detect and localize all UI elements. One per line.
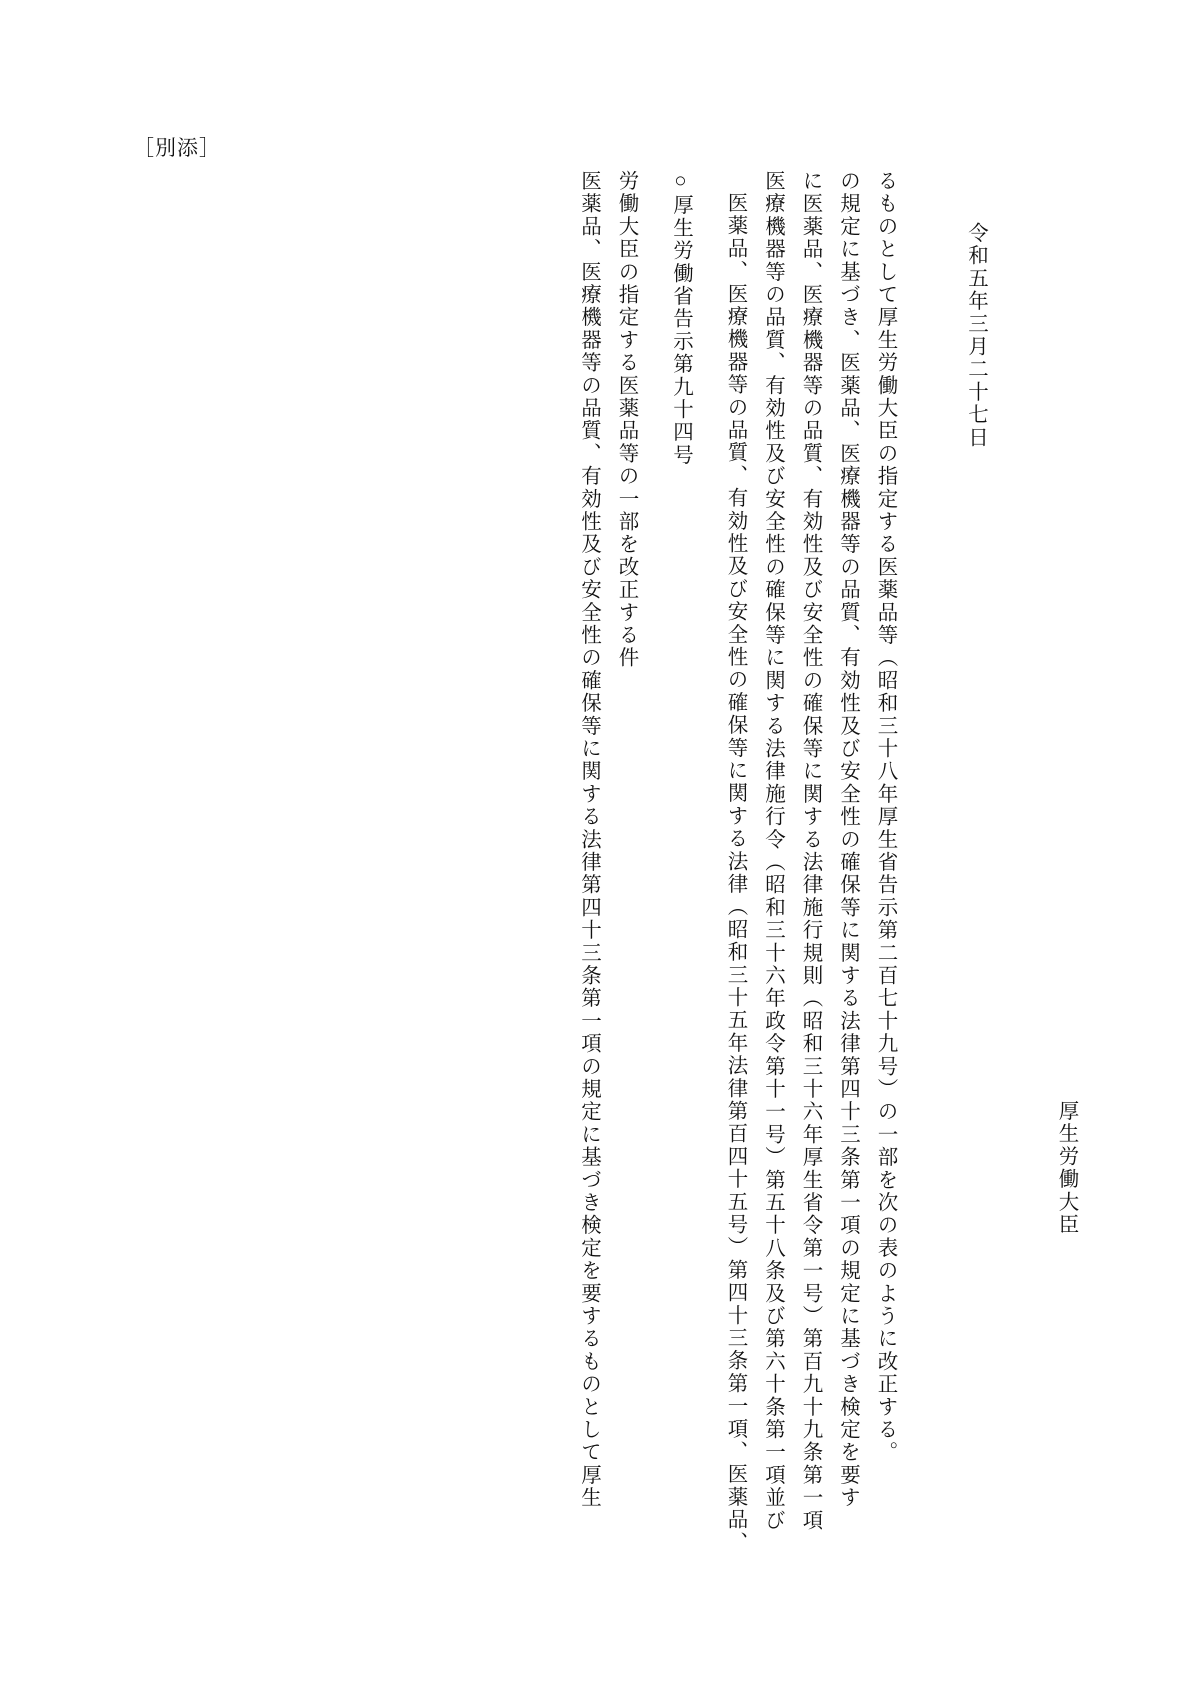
column-gap [986,170,1056,171]
document-title-line-2: 労働大臣の指定する医薬品等の一部を改正する件 [615,170,637,670]
body-line-2: 医療機器等の品質、有効性及び安全性の確保等に関する法律施行令（昭和三十六年政令第十一号）第五十八条及び第六十条第一項並び [761,170,784,1532]
column-gap [636,170,670,171]
body-line-5: るものとして厚生労働大臣の指定する医薬品等（昭和三十八年厚生省告示第二百七十九号）の一部を次の表のように改正する。 [874,170,896,1464]
column-gap [691,170,725,171]
body-line-1: 医薬品、医療機器等の品質、有効性及び安全性の確保等に関する法律（昭和三十五年法律第百四十五号）第四十三条第一項、医薬品、 [724,192,746,1554]
issue-date: 令和五年三月二十七日 [964,222,987,449]
column-gap [895,170,965,171]
document-title-line-1: 医薬品、医療機器等の品質、有効性及び安全性の確保等に関する法律第四十三条第一項の規定に基づき検定を要するものとして厚生 [577,170,600,1510]
notice-number: ○厚生労働省告示第九十四号 [669,170,692,467]
body-line-4: の規定に基づき、医薬品、医療機器等の品質、有効性及び安全性の確保等に関する法律第四十三条第一項の規定に基づき検定を要す [836,170,859,1510]
signatory: 厚生労働大臣 [1055,1100,1077,1237]
body-line-3: に医薬品、医療機器等の品質、有効性及び安全性の確保等に関する法律施行規則（昭和三十六年厚生省令第一号）第百九十九条第一項 [799,170,821,1532]
attachment-label: ［別添］ [133,136,221,160]
vertical-text-body [577,170,1077,1554]
